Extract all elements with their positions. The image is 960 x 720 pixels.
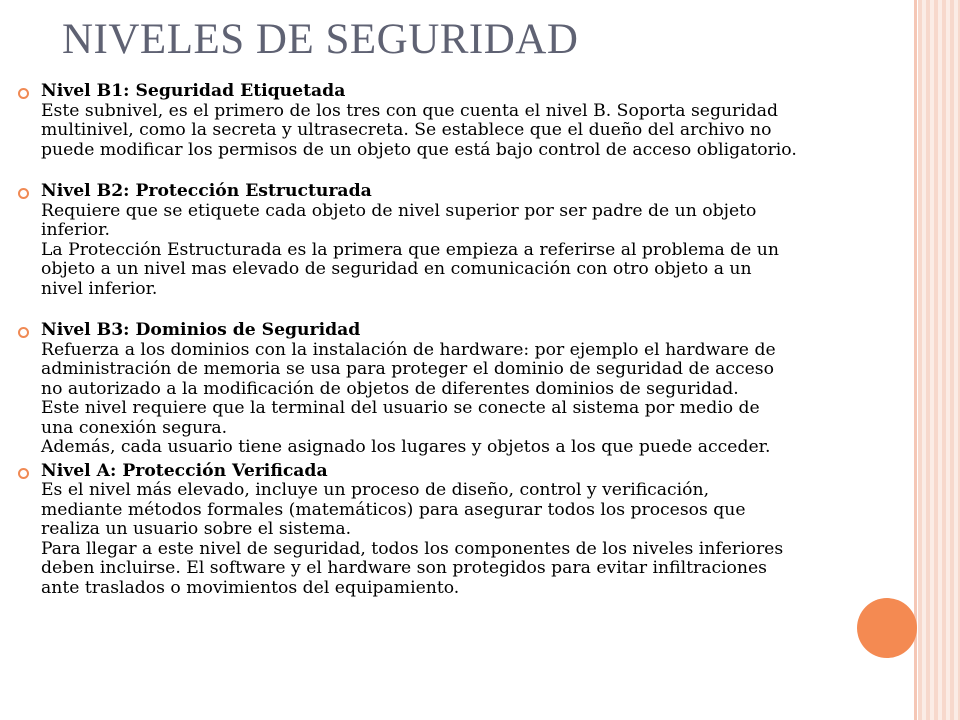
- bullet-heading: Nivel B3: Dominios de Seguridad: [41, 320, 361, 340]
- bullet-text-line: nivel inferior.: [41, 278, 158, 299]
- bullet-text-line: Es el nivel más elevado, incluye un proceso de diseño, control y verificación,: [41, 480, 710, 500]
- bullet-text-line: deben incluirse. El software y el hardware son protegidos para evitar infiltraciones: [41, 558, 767, 578]
- bullet-list: [0, 82, 930, 598]
- bullet-heading: Nivel A: Protección Verificada: [41, 460, 328, 481]
- bullet-text-line: inferior.: [41, 220, 110, 240]
- bullet-text-line: Refuerza a los dominios con la instalación de hardware: por ejemplo el hardware de: [41, 339, 776, 360]
- bullet-circle-icon: [18, 468, 29, 479]
- bullet-text-line: Requiere que se etiquete cada objeto de nivel superior por ser padre de un objeto: [41, 200, 757, 221]
- bullet-text-line: realiza un usuario sobre el sistema.: [41, 519, 352, 539]
- bullet-text-line: no autorizado a la modificación de objetos de diferentes dominios de seguridad.: [41, 378, 739, 399]
- bullet-text-line: Para llegar a este nivel de seguridad, todos los componentes de los niveles inferiores: [41, 538, 784, 559]
- bullet-item-b1: [0, 82, 930, 160]
- page-title: NIVELES DE SEGURIDAD: [62, 16, 579, 63]
- decorative-circle: [857, 598, 917, 658]
- bullet-text-line: objeto a un nivel mas elevado de seguridad en comunicación con otro objeto a un: [41, 259, 752, 279]
- bullet-item-b2: [0, 182, 930, 299]
- bullet-circle-icon: [18, 188, 29, 199]
- bullet-text-line: multinivel, como la secreta y ultrasecreta. Se establece que el dueño del archivo no: [41, 120, 772, 140]
- bullet-text-line: administración de memoria se usa para proteger el dominio de seguridad de acceso: [41, 359, 774, 379]
- bullet-item-a: [0, 462, 930, 599]
- bullet-text-line: Este subnivel, es el primero de los tres con que cuenta el nivel B. Soporta seguridad: [41, 100, 779, 121]
- bullet-text-line: puede modificar los permisos de un objeto que está bajo control de acceso obligatorio.: [41, 139, 797, 160]
- bullet-text-line: mediante métodos formales (matemáticos) para asegurar todos los procesos que: [41, 499, 746, 520]
- bullet-text-line: Este nivel requiere que la terminal del usuario se conecte al sistema por medio de: [41, 398, 760, 418]
- bullet-text-line: una conexión segura.: [41, 417, 228, 438]
- bullet-text-line: La Protección Estructurada es la primera que empieza a referirse al problema de un: [41, 239, 779, 260]
- bullet-text-line: Además, cada usuario tiene asignado los lugares y objetos a los que puede acceder.: [41, 437, 771, 457]
- bullet-circle-icon: [18, 327, 29, 338]
- bullet-item-b3: [0, 321, 930, 458]
- bullet-heading: Nivel B2: Protección Estructurada: [41, 181, 372, 201]
- bullet-heading: Nivel B1: Seguridad Etiquetada: [41, 81, 346, 101]
- bullet-text-line: ante traslados o movimientos del equipamiento.: [41, 577, 460, 598]
- bullet-circle-icon: [18, 88, 29, 99]
